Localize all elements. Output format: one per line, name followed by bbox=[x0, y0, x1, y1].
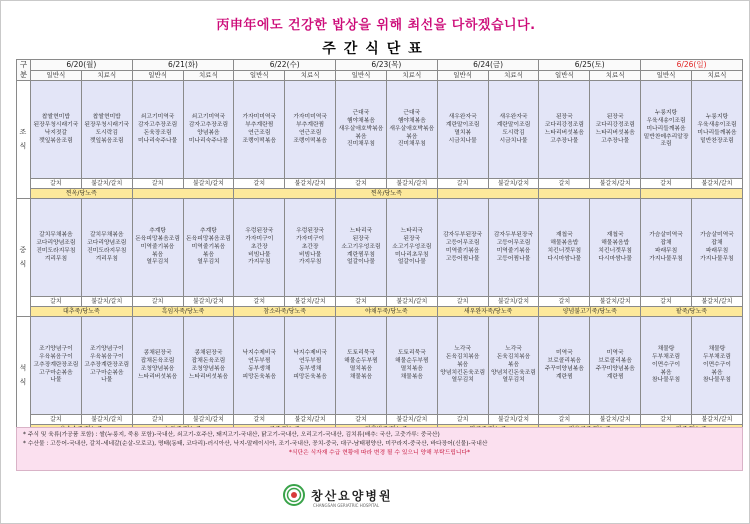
menu-cell: 재첩국 해물볶음밥 치킨너겟무침 다시마쌈나물 bbox=[539, 199, 590, 297]
day-header-6: 6/25(토) bbox=[539, 60, 641, 71]
menu-cell: 가자미미역국 부추계란찜 연근조림 조랭이떡볶음 bbox=[234, 81, 285, 179]
page-title: 주간식단표 bbox=[322, 41, 430, 57]
side-dish-cell: 불갈치/갈치 bbox=[285, 297, 336, 307]
menu-cell: 감자두부된장국 고등어무조림 미역줄기볶음 고등어찜나물 bbox=[488, 199, 539, 297]
side-dish-cell: 갈치 bbox=[437, 297, 488, 307]
therapeutic-diet-header: 치료식 bbox=[691, 71, 742, 81]
meal-label-text: 조식 bbox=[19, 128, 30, 150]
general-diet-header: 일반식 bbox=[234, 71, 285, 81]
day-header-4: 6/23(목) bbox=[336, 60, 438, 71]
side-dish-cell: 불갈치/갈치 bbox=[285, 415, 336, 425]
menu-cell: 느타리국 된장국 소고기우엉조림 계란찜무침 얼갈이나물 bbox=[336, 199, 387, 297]
therapeutic-diet-header: 치료식 bbox=[285, 71, 336, 81]
menu-cell: 가슴살미역국 잡채 파래무침 가지나물무침 bbox=[691, 199, 742, 297]
day-header-2: 6/21(화) bbox=[132, 60, 234, 71]
side-dish-cell: 갈치 bbox=[336, 415, 387, 425]
side-dish-cell: 갈치 bbox=[437, 415, 488, 425]
menu-cell: 채물탕 두부채조림 이면수구이 볶음 참나물무침 bbox=[641, 317, 692, 415]
menu-cell: 근대국 햄야채볶음 새우살애호박볶음 볶음 진미채무침 bbox=[386, 81, 437, 179]
therapeutic-diet-header: 치료식 bbox=[590, 71, 641, 81]
porridge-cell: 팥죽/당노죽 bbox=[641, 307, 743, 317]
porridge-cell bbox=[641, 189, 743, 199]
side-dish-cell: 갈치 bbox=[234, 415, 285, 425]
meal-label bbox=[17, 81, 31, 199]
menu-cell: 찹쌀현미밥 된장무청시래기국 도시락김 깻잎볶음조림 bbox=[81, 81, 132, 179]
menu-cell: 감자두부된장국 고등어무조림 미역줄기볶음 고등어찜나물 bbox=[437, 199, 488, 297]
meal-label bbox=[17, 199, 31, 317]
porridge-cell: 참소라죽/당노죽 bbox=[234, 307, 336, 317]
therapeutic-diet-header: 치료식 bbox=[183, 71, 234, 81]
side-dish-cell: 불갈치/갈치 bbox=[488, 415, 539, 425]
side-dish-cell: 갈치 bbox=[336, 297, 387, 307]
menu-cell: 된장국 코다리강정조림 느타리버섯볶음 고추장나물 bbox=[590, 81, 641, 179]
menu-cell: 찹쌀현미밥 된장무청시래기국 낙지젓갈 깻잎볶음조림 bbox=[31, 81, 82, 179]
menu-cell: 우렁된장국 가자미구이 초간장 비빔나물 가지무침 bbox=[234, 199, 285, 297]
side-dish-cell: 갈치 bbox=[31, 297, 82, 307]
side-dish-cell: 불갈치/갈치 bbox=[590, 179, 641, 189]
menu-cell: 쇠고기미역국 감자고추장조림 돈육장조림 미나리숙주나물 bbox=[132, 81, 183, 179]
side-dish-cell: 갈치 bbox=[132, 415, 183, 425]
general-diet-header: 일반식 bbox=[132, 71, 183, 81]
side-dish-cell: 갈치 bbox=[641, 415, 692, 425]
menu-cell: 노각국 돈육김치볶음 볶음 양념치킨돈육조림 열무김치 bbox=[488, 317, 539, 415]
general-diet-header: 일반식 bbox=[31, 71, 82, 81]
meal-label-text: 석식 bbox=[19, 364, 30, 386]
menu-cell: 갈치무채볶음 코다리양념조림 진미도라지무침 겨리무침 bbox=[31, 199, 82, 297]
side-dish-cell: 불갈치/갈치 bbox=[386, 415, 437, 425]
menu-cell: 조기양념구이 우육볶음구이 고추장계란장조림 고구마순볶음 나물 bbox=[31, 317, 82, 415]
side-dish-cell: 갈치 bbox=[437, 179, 488, 189]
side-dish-cell: 갈치 bbox=[641, 297, 692, 307]
therapeutic-diet-header: 치료식 bbox=[386, 71, 437, 81]
hospital-logo bbox=[283, 484, 393, 506]
porridge-cell: 대추죽/당노죽 bbox=[31, 307, 133, 317]
menu-cell: 낙지수제비국 연두부찜 동부생채 피망돈육볶음 bbox=[234, 317, 285, 415]
menu-cell: 추계탕 돈육피망볶음조림 미역줄기볶음 볶음 열무김치 bbox=[132, 199, 183, 297]
porridge-cell bbox=[539, 189, 641, 199]
therapeutic-diet-header: 치료식 bbox=[488, 71, 539, 81]
side-dish-cell: 불갈치/갈치 bbox=[691, 297, 742, 307]
note-line-3: *식단은 식자재 수급 현황에 따라 변경 될 수 있으니 양해 부탁드립니다* bbox=[288, 449, 471, 456]
side-dish-cell: 불갈치/갈치 bbox=[183, 179, 234, 189]
porridge-cell: 야채두죽/당노죽 bbox=[336, 307, 438, 317]
menu-cell: 도토리묵국 해물순두부찜 멸치볶음 채물볶음 bbox=[386, 317, 437, 415]
menu-cell: 재첩국 해물볶음밥 치킨너겟무침 다시마쌈나물 bbox=[590, 199, 641, 297]
menu-cell: 노각국 돈육김치볶음 볶음 양념치킨돈육조림 열무김치 bbox=[437, 317, 488, 415]
day-header-7: 6/26(일) bbox=[641, 60, 743, 71]
hospital-emblem-icon bbox=[283, 484, 305, 506]
note-line-1: * 주식 및 육류(가공품 포함) : 쌀(누룽지, 죽용 포함)-국내산, 쇠고기-호주산, 돼지고기-국내산, 닭고기-국내산, 오리고기-국내산, 김치류(배추: 국산, 고춧가루: 중국산) bbox=[23, 432, 440, 438]
menu-cell: 가슴살미역국 잡채 파래무침 가지나물무침 bbox=[641, 199, 692, 297]
menu-cell: 가자미미역국 부추계란찜 연근조림 조랭이떡볶음 bbox=[285, 81, 336, 179]
side-dish-cell: 불갈치/갈치 bbox=[183, 415, 234, 425]
side-dish-cell: 불갈치/갈치 bbox=[81, 297, 132, 307]
side-dish-cell: 갈치 bbox=[539, 179, 590, 189]
menu-cell: 콩채된장국 잡채돈육조림 조청양념볶음 느타리버섯볶음 bbox=[132, 317, 183, 415]
side-dish-cell: 갈치 bbox=[539, 297, 590, 307]
side-dish-cell: 갈치 bbox=[641, 179, 692, 189]
side-dish-cell: 불갈치/갈치 bbox=[386, 297, 437, 307]
general-diet-header: 일반식 bbox=[539, 71, 590, 81]
side-dish-cell: 불갈치/갈치 bbox=[81, 179, 132, 189]
day-header-1: 6/20(월) bbox=[31, 60, 133, 71]
side-dish-cell: 갈치 bbox=[539, 415, 590, 425]
menu-cell: 누룽지탕 우육새송이조림 미나리들깨볶음 밑반찬메추리알장조림 bbox=[641, 81, 692, 179]
side-dish-cell: 갈치 bbox=[31, 415, 82, 425]
general-diet-header: 일반식 bbox=[336, 71, 387, 81]
menu-cell: 조기양념구이 우육볶음구이 고추장계란장조림 고구마순볶음 나물 bbox=[81, 317, 132, 415]
side-dish-cell: 불갈치/갈치 bbox=[386, 179, 437, 189]
menu-cell: 누룽지탕 우육새송이조림 미나리들깨볶음 밑반찬장조림 bbox=[691, 81, 742, 179]
side-dish-cell: 불갈치/갈치 bbox=[488, 179, 539, 189]
side-dish-cell: 불갈치/갈치 bbox=[81, 415, 132, 425]
weekly-menu-table bbox=[16, 59, 743, 435]
gubun-header: 구분 bbox=[17, 60, 31, 81]
general-diet-header: 일반식 bbox=[437, 71, 488, 81]
porridge-cell: 찐옥/당노즉 bbox=[31, 189, 133, 199]
menu-cell: 미역국 브로콜리볶음 주꾸미양념볶음 계란찜 bbox=[539, 317, 590, 415]
side-dish-cell: 불갈치/갈치 bbox=[183, 297, 234, 307]
porridge-cell bbox=[132, 189, 234, 199]
menu-cell: 쇠고기미역국 감자고추장조림 양념볶음 미나리숙주나물 bbox=[183, 81, 234, 179]
side-dish-cell: 갈치 bbox=[336, 179, 387, 189]
day-header-5: 6/24(금) bbox=[437, 60, 539, 71]
menu-cell: 갈치무채볶음 코다리양념조림 진미도라지무침 겨리무침 bbox=[81, 199, 132, 297]
day-header-3: 6/22(수) bbox=[234, 60, 336, 71]
menu-cell: 느타리국 된장국 소고기우엉조림 미나리초무침 얼갈이나물 bbox=[386, 199, 437, 297]
side-dish-cell: 불갈치/갈치 bbox=[590, 297, 641, 307]
menu-cell: 콩채된장국 잡채돈육조림 조청양념볶음 느타리버섯볶음 bbox=[183, 317, 234, 415]
side-dish-cell: 갈치 bbox=[31, 179, 82, 189]
menu-cell: 우렁된장국 가자미구이 초간장 비빔나물 가지무침 bbox=[285, 199, 336, 297]
menu-cell: 새우완자국 계란말이조림 도시락김 시금치나물 bbox=[488, 81, 539, 179]
headline: 丙申年에도 건강한 밥상을 위해 최선을 다하겠습니다. bbox=[216, 18, 536, 33]
menu-cell: 채물탕 두부채조림 이면수구이 볶음 참나물무침 bbox=[691, 317, 742, 415]
side-dish-cell: 불갈치/갈치 bbox=[691, 179, 742, 189]
porridge-cell: 찐옥/당노즉 bbox=[336, 189, 438, 199]
menu-cell: 추계탕 돈육피망볶음조림 미역줄기볶음 볶음 열무김치 bbox=[183, 199, 234, 297]
menu-cell: 미역국 브로콜리볶음 주꾸미양념볶음 계란찜 bbox=[590, 317, 641, 415]
hospital-name: 창산요양병원 bbox=[311, 488, 393, 503]
side-dish-cell: 갈치 bbox=[234, 179, 285, 189]
notes-box bbox=[16, 427, 743, 471]
menu-cell: 도토리묵국 해물순두부찜 멸치볶음 채물볶음 bbox=[336, 317, 387, 415]
menu-cell: 된장국 코다리강정조림 느타리버섯볶음 고추장나물 bbox=[539, 81, 590, 179]
porridge-cell: 흑임자죽/당노죽 bbox=[132, 307, 234, 317]
meal-label bbox=[17, 317, 31, 435]
menu-cell: 낙지수제비국 연두부찜 동부생채 피망돈육볶음 bbox=[285, 317, 336, 415]
note-line-2: * 수산물 : 고등어-국내산, 갈치-세네갈(순살-모로코), 명태(동태, 코다리)-러시아산, 낙지-말레이시아, 조기-국내산, 꽁치-중국, 대구-남태평양산, 미꾸라지-중국산, 바다장어(신물)-국내산 bbox=[23, 440, 488, 447]
porridge-cell bbox=[234, 189, 336, 199]
side-dish-cell: 불갈치/갈치 bbox=[285, 179, 336, 189]
side-dish-cell: 불갈치/갈치 bbox=[590, 415, 641, 425]
side-dish-cell: 불갈치/갈치 bbox=[488, 297, 539, 307]
menu-cell: 새우완자국 계란말이조림 멸치볶 시금치나물 bbox=[437, 81, 488, 179]
hospital-name-english: CHANGSAN GERIATRIC HOSPITAL bbox=[313, 503, 380, 508]
porridge-cell bbox=[437, 189, 539, 199]
side-dish-cell: 갈치 bbox=[132, 297, 183, 307]
general-diet-header: 일반식 bbox=[641, 71, 692, 81]
meal-label-text: 중식 bbox=[19, 246, 30, 268]
menu-cell: 근대국 햄야채볶음 새우살애호박볶음 볶음 진미채무침 bbox=[336, 81, 387, 179]
porridge-cell: 새우완자죽/당노죽 bbox=[437, 307, 539, 317]
porridge-cell: 양념불고기죽/당노죽 bbox=[539, 307, 641, 317]
side-dish-cell: 갈치 bbox=[132, 179, 183, 189]
side-dish-cell: 갈치 bbox=[234, 297, 285, 307]
therapeutic-diet-header: 치료식 bbox=[81, 71, 132, 81]
side-dish-cell: 불갈치/갈치 bbox=[691, 415, 742, 425]
